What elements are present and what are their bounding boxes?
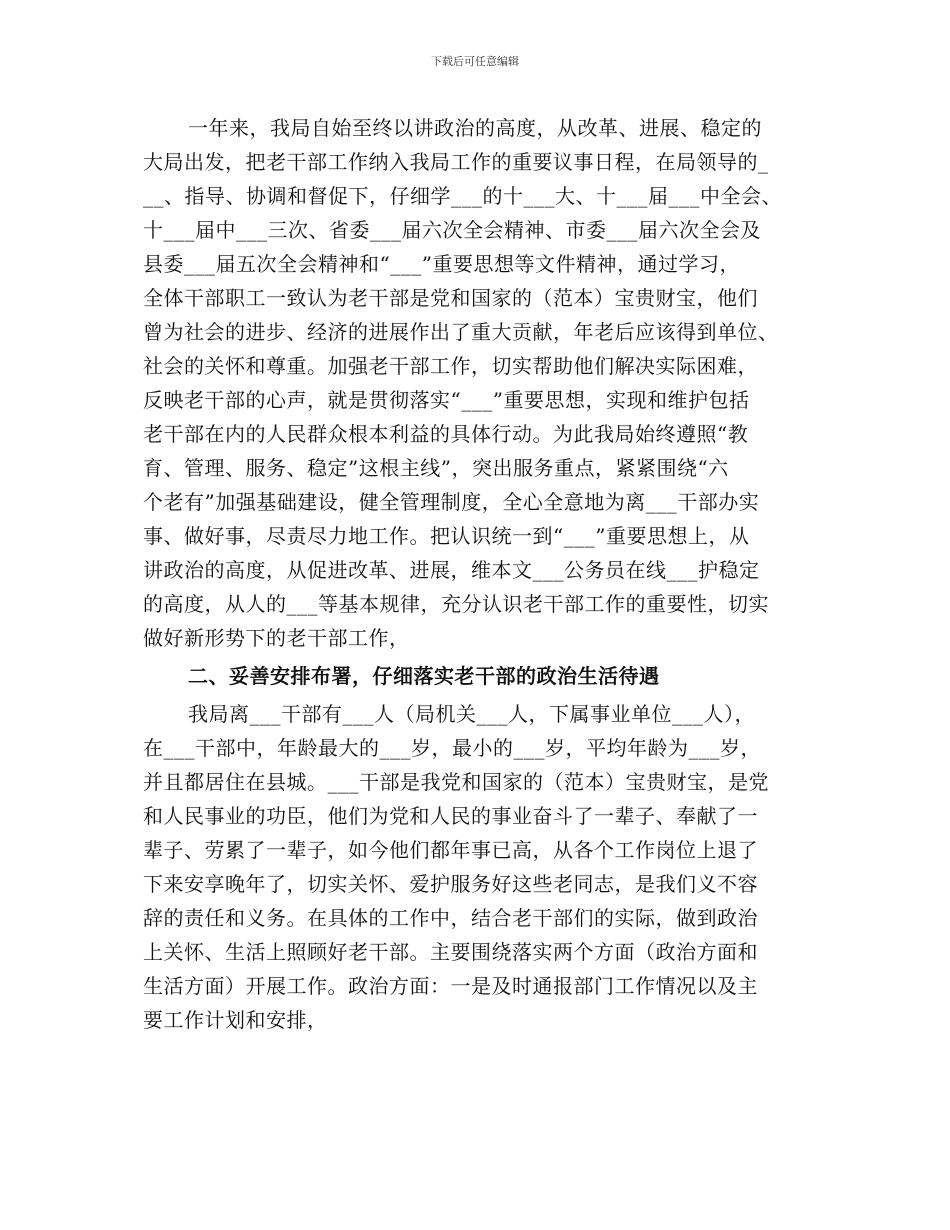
- text-line: 个老有”加强基础建设，健全管理制度，全心全意地为离___干部办实: [143, 490, 760, 514]
- text-line: 县委___届五次全会精神和“___”重要思想等文件精神，通过学习，: [143, 252, 740, 276]
- text-line: 和人民事业的功臣，他们为党和人民的事业奋斗了一辈子、奉献了一: [143, 804, 758, 828]
- text-line: 生活方面）开展工作。政治方面：一是及时通报部门工作情况以及主: [143, 974, 758, 998]
- text-line: 在___干部中，年龄最大的___岁，最小的___岁，平均年龄为___岁，: [143, 736, 761, 760]
- text-line: 下来安享晚年了，切实关怀、爱护服务好这些老同志，是我们义不容: [143, 872, 758, 896]
- text-line: 辈子、劳累了一辈子，如今他们都年事已高，从各个工作岗位上退了: [143, 838, 758, 862]
- text-line: 社会的关怀和尊重。加强老干部工作，切实帮助他们解决实际困难，: [143, 354, 758, 378]
- text-line: 并且都居住在县城。___干部是我党和国家的（范本）宝贵财宝，是党: [143, 770, 769, 794]
- text-line: 事、做好事，尽责尽力地工作。把认识统一到“___”重要思想上，从: [143, 524, 750, 548]
- text-line: 的高度，从人的___等基本规律，充分认识老干部工作的重要性，切实: [143, 592, 769, 616]
- text-line: 十___届中___三次、省委___届六次全会精神、市委___届六次全会及: [143, 218, 761, 242]
- text-line: 全体干部职工一致认为老干部是党和国家的（范本）宝贵财宝，他们: [143, 286, 758, 310]
- section-heading: 二、妥善安排布署，仔细落实老干部的政治生活待遇: [188, 664, 660, 688]
- text-line: 辞的责任和义务。在具体的工作中，结合老干部们的实际，做到政治: [143, 906, 758, 930]
- text-line: 讲政治的高度，从促进改革、进展，维本文___公务员在线___护稳定: [143, 558, 760, 582]
- text-line: 我局离___干部有___人（局机关___人，下属事业单位___人），: [188, 702, 755, 726]
- text-line: 育、管理、服务、稳定”这根主线”，突出服务重点，紧紧围绕“六: [143, 456, 729, 480]
- text-line: 老干部在内的人民群众根本利益的具体行动。为此我局始终遵照“教: [143, 422, 749, 446]
- text-line: 要工作计划和安排，: [143, 1008, 328, 1032]
- text-line: __、指导、协调和督促下，仔细学___的十___大、十___届___中全会、: [143, 184, 782, 208]
- text-line: 大局出发，把老干部工作纳入我局工作的重要议事日程，在局领导的_: [143, 150, 769, 174]
- text-line: 做好新形势下的老干部工作，: [143, 626, 410, 650]
- text-line: 曾为社会的进步、经济的进展作出了重大贡献，年老后应该得到单位、: [143, 320, 779, 344]
- page-header: 下载后可任意编辑: [431, 55, 519, 68]
- text-line: 上关怀、生活上照顾好老干部。主要围绕落实两个方面（政治方面和: [143, 940, 758, 964]
- text-line: 反映老干部的心声，就是贯彻落实“___”重要思想，实现和维护包括: [143, 388, 750, 412]
- text-line: 一年来，我局自始至终以讲政治的高度，从改革、进展、稳定的: [188, 116, 762, 140]
